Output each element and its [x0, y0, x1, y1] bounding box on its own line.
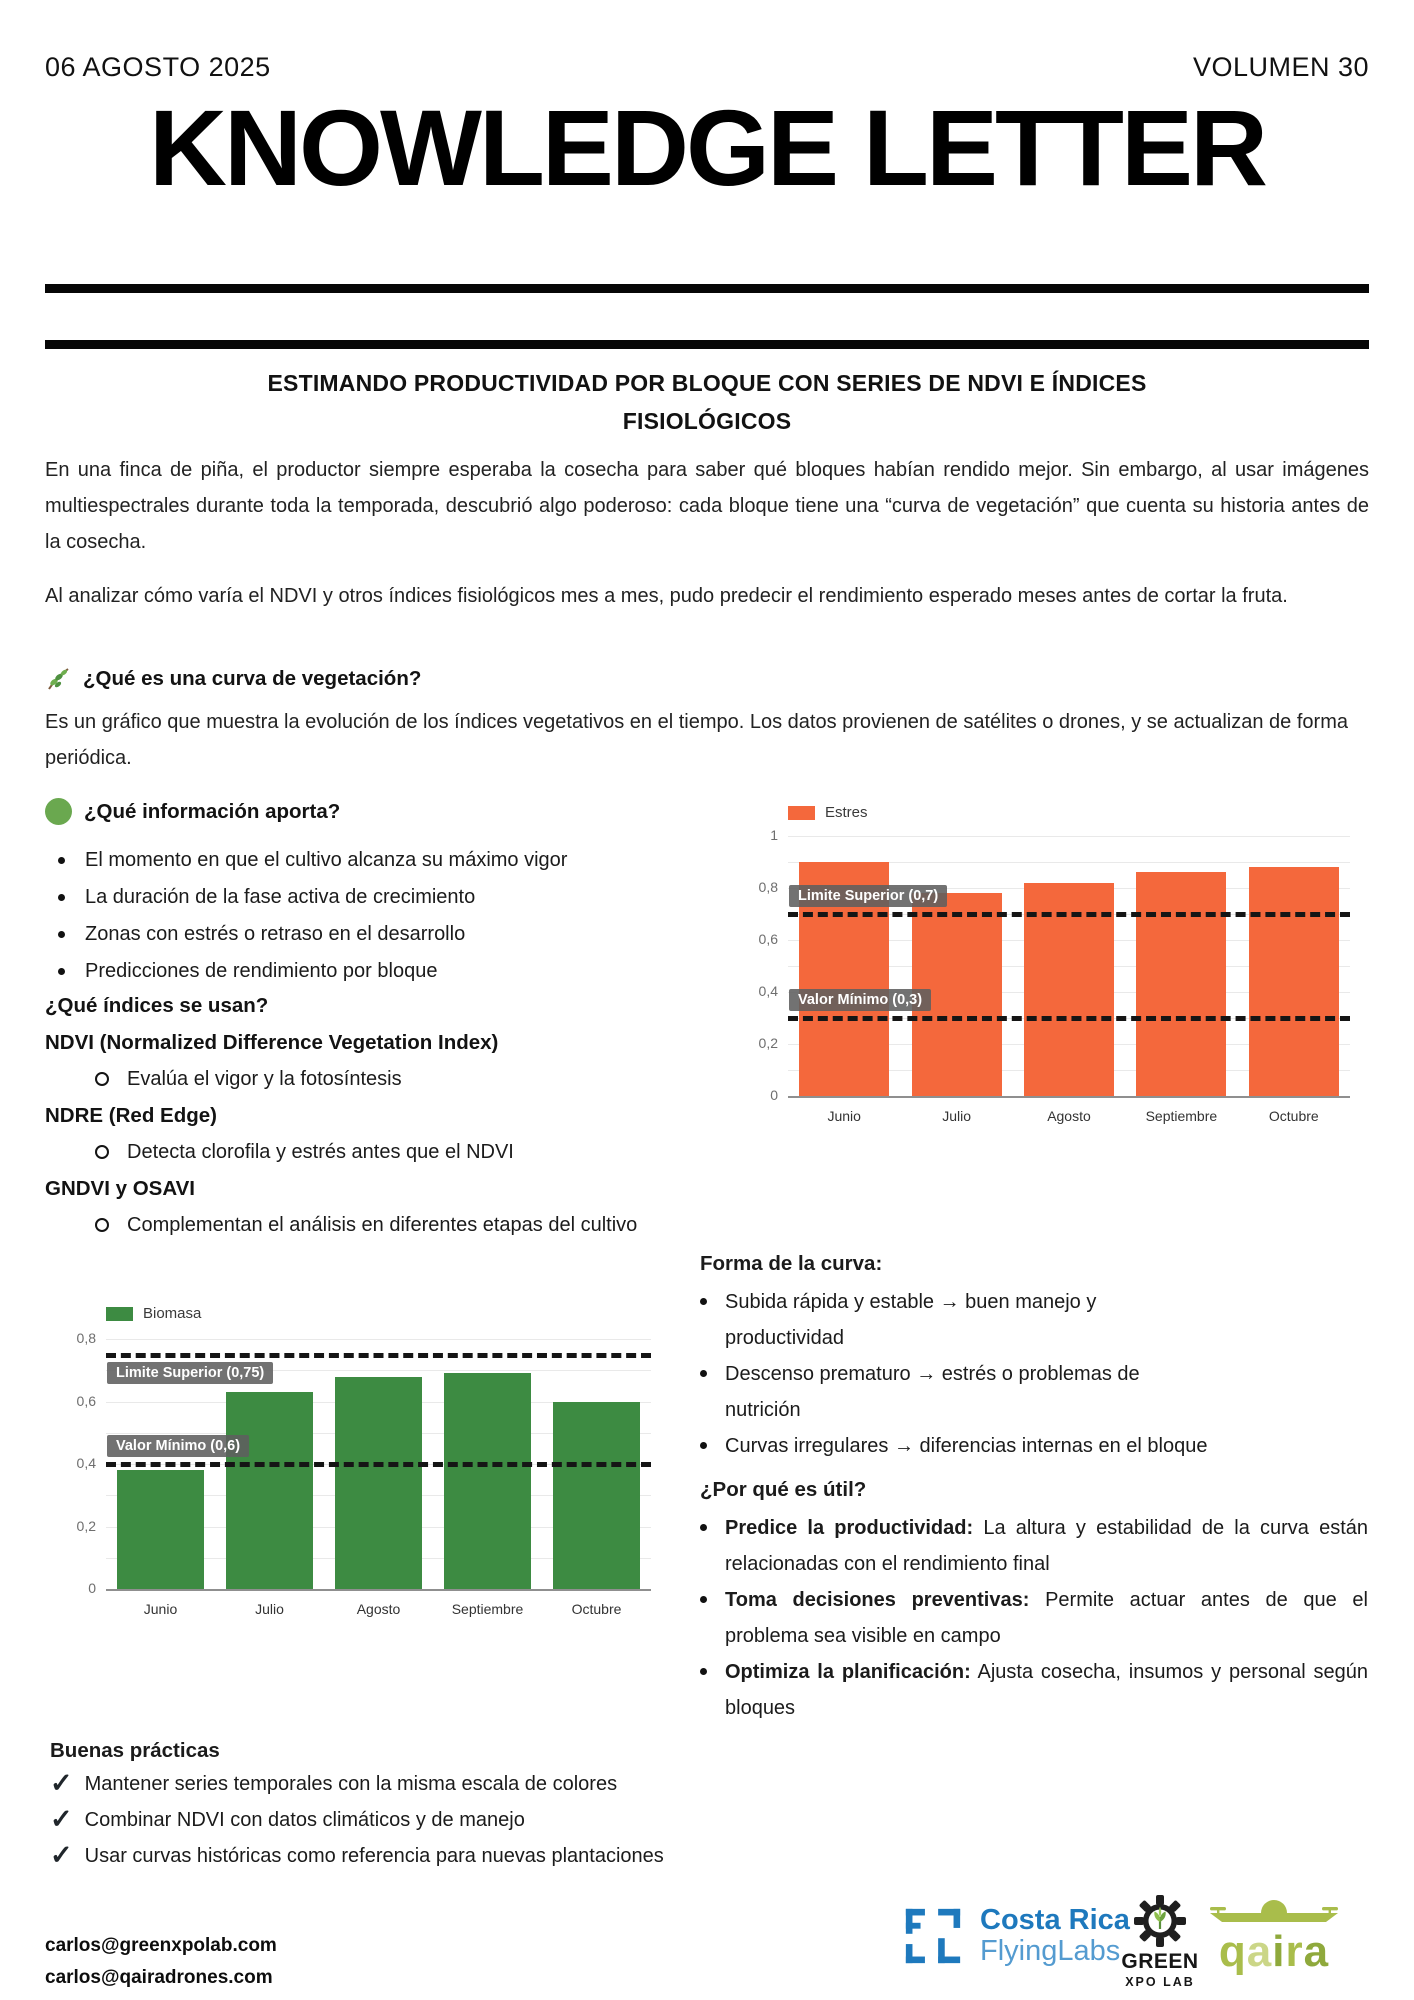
bullet-icon	[700, 1442, 707, 1449]
x-axis-label: Agosto	[356, 1601, 401, 1617]
practice-item-text: Mantener series temporales con la misma escala de colores	[84, 1773, 618, 1795]
newsletter-title: KNOWLEDGE LETTER	[149, 87, 1265, 208]
index-desc-row	[45, 1207, 765, 1244]
index-desc-text: Detecta clorofila y estrés antes que el NDVI	[127, 1141, 514, 1163]
x-axis-label: Junio	[827, 1108, 861, 1124]
indices-section	[45, 988, 765, 1244]
hollow-bullet-icon	[95, 1218, 109, 1232]
shape-item-line: Curvas irregulares → diferencias internas en el bloque	[725, 1435, 1208, 1457]
y-axis-tick: 0,4	[758, 983, 778, 999]
info-list	[58, 842, 758, 990]
email-address: carlos@qairadrones.com	[45, 1967, 273, 1988]
curve-section-title	[45, 666, 421, 692]
chart-legend	[106, 1305, 201, 1322]
index-name: NDRE (Red Edge)	[45, 1103, 217, 1127]
greenxpolab-line2: XPO LAB	[1125, 1975, 1195, 1989]
chart-plot-area	[788, 836, 1350, 1098]
index-name: NDVI (Normalized Difference Vegetation Index)	[45, 1030, 499, 1054]
bullet-icon	[58, 968, 65, 975]
intro-paragraph-1: En una finca de piña, el productor siempre esperaba la cosecha para saber qué bloques habían rendido mejor. Sin embargo, al usar imágenes multiespectrales durante toda la temporada, descubrió algo poderoso: cada bloque tiene una “curva de vegetación” que cuenta su historia antes de la cosecha.	[45, 459, 1369, 553]
intro-paragraph-2: Al analizar cómo varía el NDVI y otros índices fisiológicos mes a mes, pudo predecir el rendimiento esperado meses antes de cortar la fruta.	[45, 585, 1288, 607]
gear-plant-icon	[1132, 1893, 1188, 1949]
bullet-icon	[700, 1668, 707, 1675]
x-axis-label: Octubre	[1268, 1108, 1319, 1124]
x-axis-label: Julio	[255, 1601, 284, 1617]
bar-septiembre	[444, 1373, 531, 1589]
list-item	[700, 1654, 1368, 1726]
checkmark-icon: ✓	[50, 1840, 73, 1870]
shape-item-line: Descenso prematuro → estrés o problemas de	[725, 1363, 1140, 1385]
y-axis-tick: 0,4	[76, 1455, 96, 1471]
header-row	[45, 52, 1369, 83]
y-axis-tick: 0,2	[76, 1517, 96, 1534]
useful-item-lead: Toma decisiones preventivas:	[725, 1589, 1030, 1611]
article-heading: ESTIMANDO PRODUCTIVIDAD POR BLOQUE CON SERIES DE NDVI E ÍNDICES FISIOLÓGICOS	[267, 370, 1147, 434]
bar-agosto	[335, 1377, 422, 1590]
shape-item-line: productividad	[725, 1327, 844, 1349]
volume-label: VOLUMEN 30	[1192, 52, 1369, 82]
greenxpolab-line1: GREEN	[1121, 1950, 1199, 1973]
shape-list	[700, 1284, 1368, 1464]
qaira-letter: a	[1246, 1927, 1273, 1976]
info-item-text: Predicciones de rendimiento por bloque	[85, 960, 438, 982]
qaira-letter: a	[1303, 1927, 1330, 1976]
legend-label: Estres	[825, 804, 868, 821]
x-axis-label: Octubre	[571, 1601, 622, 1617]
practices-list	[50, 1766, 1050, 1874]
index-desc-row	[45, 1061, 765, 1098]
bullet-icon	[700, 1370, 707, 1377]
flyinglabs-name: Costa Rica	[980, 1904, 1130, 1936]
bullet-icon	[700, 1298, 707, 1305]
list-item	[700, 1582, 1368, 1654]
bullet-icon	[58, 894, 65, 901]
list-item	[58, 842, 758, 879]
info-item-text: La duración de la fase activa de crecimiento	[85, 886, 476, 908]
useful-item-text: Permite actuar antes de que el problema sea visible en campo	[725, 1589, 1368, 1647]
list-item	[58, 953, 758, 990]
threshold-line	[106, 1353, 651, 1358]
index-desc-text: Evalúa el vigor y la fotosíntesis	[127, 1068, 402, 1090]
y-axis-tick: 0,8	[76, 1330, 96, 1346]
legend-swatch	[788, 806, 815, 820]
bar-julio	[226, 1392, 313, 1589]
x-axis-label: Julio	[942, 1108, 971, 1124]
x-axis-label: Septiembre	[1145, 1108, 1218, 1124]
list-item	[50, 1838, 1050, 1874]
email-address: carlos@greenxpolab.com	[45, 1935, 277, 1956]
useful-item-lead: Predice la productividad:	[725, 1517, 974, 1539]
threshold-line	[788, 912, 1350, 917]
threshold-label: Limite Superior (0,75)	[107, 1362, 273, 1384]
qaira-wordmark	[1218, 1927, 1330, 1976]
divider-top	[45, 284, 1369, 293]
qaira-letter: r	[1285, 1927, 1304, 1976]
qaira-letter: i	[1272, 1927, 1286, 1976]
gridline	[788, 836, 1350, 837]
practice-item-text: Usar curvas históricas como referencia para nuevas plantaciones	[84, 1845, 664, 1867]
issue-date: 06 AGOSTO 2025	[45, 52, 271, 82]
y-axis-tick: 0	[770, 1087, 778, 1103]
bullet-icon	[58, 857, 65, 864]
list-item	[700, 1428, 1368, 1464]
list-item	[700, 1284, 1368, 1356]
bullet-icon	[700, 1596, 707, 1603]
right-column	[700, 1250, 1368, 1726]
chart-plot-area	[106, 1339, 651, 1591]
x-axis-label: Agosto	[1047, 1108, 1091, 1124]
qaira-logo	[1208, 1898, 1340, 1976]
checkmark-icon: ✓	[50, 1768, 73, 1798]
shape-item-line: Subida rápida y estable → buen manejo y	[725, 1291, 1097, 1313]
y-axis-tick: 0,6	[76, 1392, 96, 1409]
info-item-text: El momento en que el cultivo alcanza su máximo vigor	[85, 849, 568, 871]
herb-icon	[45, 666, 71, 692]
bullet-icon	[58, 931, 65, 938]
list-item	[700, 1356, 1368, 1428]
info-section-title	[45, 798, 340, 825]
gridline	[106, 1339, 651, 1340]
bullet-icon	[700, 1524, 707, 1531]
indices-title: ¿Qué índices se usan?	[45, 994, 269, 1017]
threshold-label: Valor Mínimo (0,6)	[107, 1435, 249, 1457]
bar-octubre	[553, 1402, 640, 1590]
list-item	[58, 879, 758, 916]
useful-item-text: La altura y estabilidad de la curva están relacionadas con el rendimiento final	[725, 1517, 1368, 1575]
practices-section	[50, 1736, 1050, 1874]
useful-section-title: ¿Por qué es útil?	[700, 1478, 867, 1501]
divider-bottom	[45, 340, 1369, 349]
threshold-label: Limite Superior (0,7)	[789, 885, 947, 907]
shape-section-title: Forma de la curva:	[700, 1252, 883, 1275]
y-axis-tick: 0,8	[758, 879, 778, 895]
y-axis-tick: 0	[88, 1580, 96, 1596]
threshold-label: Valor Mínimo (0,3)	[789, 989, 931, 1011]
x-axis-label: Junio	[143, 1601, 178, 1617]
checkmark-icon: ✓	[50, 1804, 73, 1834]
y-axis-tick: 0,2	[758, 1035, 778, 1051]
flyinglabs-mark-icon	[900, 1903, 966, 1969]
list-item	[58, 916, 758, 953]
useful-item-text: Ajusta cosecha, insumos y personal según bloques	[725, 1661, 1369, 1719]
curve-section-body: Es un gráfico que muestra la evolución de los índices vegetativos en el tiempo. Los datos provienen de satélites o drones, y se actualizan de forma periódica.	[45, 711, 1348, 769]
green-circle-icon	[45, 798, 72, 825]
x-axis-label: Septiembre	[451, 1601, 524, 1617]
info-item-text: Zonas con estrés o retraso en el desarrollo	[85, 923, 466, 945]
estres-bar-chart	[758, 804, 1350, 1141]
hollow-bullet-icon	[95, 1072, 109, 1086]
practice-item-text: Combinar NDVI con datos climáticos y de manejo	[84, 1809, 525, 1831]
chart-legend	[788, 804, 868, 821]
hollow-bullet-icon	[95, 1145, 109, 1159]
y-axis-tick: 0,6	[758, 931, 778, 947]
list-item	[700, 1510, 1368, 1582]
threshold-line	[788, 1016, 1350, 1021]
y-axis-tick: 1	[770, 827, 778, 843]
info-title-text: ¿Qué información aporta?	[84, 799, 341, 823]
legend-swatch	[106, 1307, 133, 1321]
index-name: GNDVI y OSAVI	[45, 1176, 195, 1200]
qaira-letter: q	[1218, 1927, 1247, 1976]
contact-emails	[45, 1930, 277, 1994]
bar-octubre	[1249, 867, 1339, 1096]
biomasa-bar-chart	[60, 1293, 651, 1634]
greenxpolab-logo	[1118, 1893, 1202, 1989]
flyinglabs-sub: FlyingLabs	[980, 1935, 1121, 1967]
list-item	[50, 1766, 1050, 1802]
threshold-line	[106, 1462, 651, 1467]
practices-title: Buenas prácticas	[50, 1739, 220, 1762]
list-item	[50, 1802, 1050, 1838]
legend-label: Biomasa	[143, 1305, 202, 1322]
useful-item-lead: Optimiza la planificación:	[725, 1661, 971, 1683]
curve-title-text: ¿Qué es una curva de vegetación?	[83, 667, 422, 690]
index-desc-text: Complementan el análisis en diferentes etapas del cultivo	[127, 1214, 638, 1236]
useful-list	[700, 1510, 1368, 1726]
bar-junio	[117, 1470, 204, 1589]
flyinglabs-logo	[900, 1903, 1130, 1969]
shape-item-line: nutrición	[725, 1399, 801, 1421]
bar-septiembre	[1136, 872, 1226, 1096]
index-desc-row	[45, 1134, 765, 1171]
